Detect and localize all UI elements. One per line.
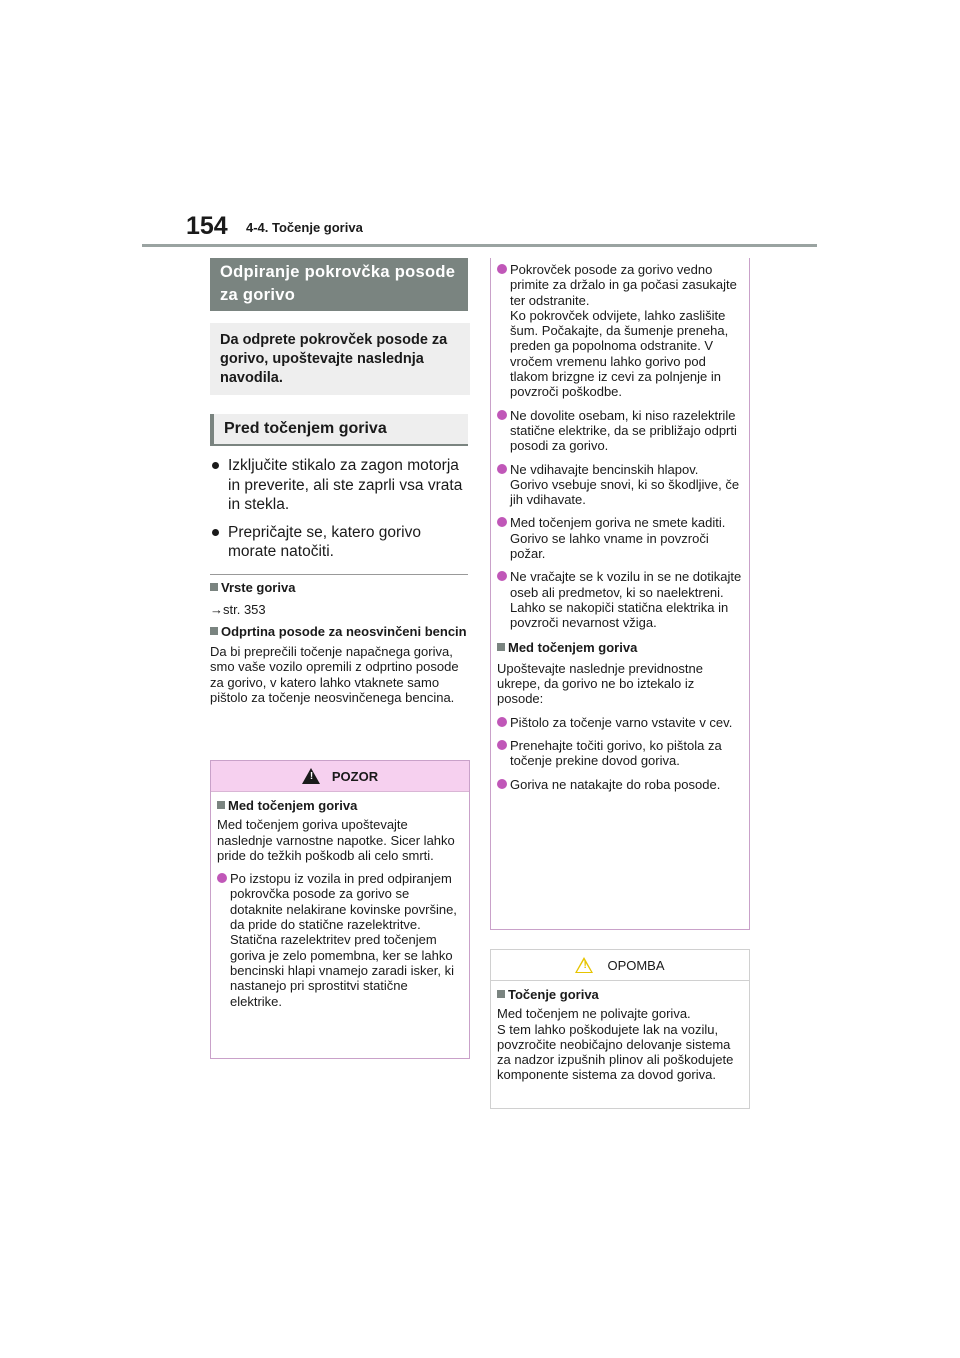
caution-header xyxy=(211,761,469,792)
warning-icon: ! xyxy=(302,768,320,784)
page-number: 154 xyxy=(186,212,228,240)
notice-warning-icon: ! xyxy=(575,957,593,973)
refuel-text: Upoštevajte naslednje previdnostne ukrepe, da gorivo ne bo iztekalo iz posode: xyxy=(497,660,703,707)
refuel-item: Pištolo za točenje varno vstavite v cev. xyxy=(497,715,743,730)
caution-item: Med točenjem goriva ne smete kaditi. Gorivo se lahko vname in povzroči požar. xyxy=(497,515,743,561)
caution-label: POZOR xyxy=(331,768,379,784)
caution-item: Pokrovček posode za gorivo vedno primite za držalo in ga počasi zasukajte ter odstranite. Ko pokrovček odvijete, lahko zaslišite šum. Počakajte, da šumenje preneha, preden ga popolnoma odstranite. V vročem vremenu lahko gorivo pod tlakom brizgne iz cevi za polnjenje in povzroči poškodbe. xyxy=(497,262,743,400)
caution-box-continued xyxy=(490,258,750,930)
bullet-list xyxy=(210,456,472,570)
fuel-types-heading: Vrste goriva xyxy=(210,580,472,596)
notice-label: OPOMBA xyxy=(607,957,665,973)
caution-item: Ne vdihavajte bencinskih hlapov. Gorivo vsebuje snovi, ki so škodljive, če jih vdihavate. xyxy=(497,462,743,508)
chapter-title: 4-4. Točenje goriva xyxy=(246,220,363,235)
fuel-types-note xyxy=(210,580,472,617)
notice-text: Med točenjem ne polivajte goriva. S tem lahko poškodujete lak na vozilu, povzročite neobičajno delovanje sistema za nadzor izpušnih plinov ali poškodujete komponente sistema za dovod goriva. xyxy=(497,1006,734,1083)
refuel-heading: Med točenjem goriva xyxy=(497,640,743,655)
subsection-title: Pred točenjem goriva xyxy=(210,414,468,446)
bullet-item: Prepričajte se, katero gorivo morate natočiti. xyxy=(210,523,472,562)
unleaded-text: Da bi preprečili točenje napačnega goriva, smo vaše vozilo opremili z odprtino posode za gorivo, v katero lahko vtaknete samo pištolo za točenje neosvinčenega bencina. xyxy=(210,643,459,705)
header-divider xyxy=(142,244,817,247)
caution-box xyxy=(210,760,470,1059)
refuel-item: Prenehajte točiti gorivo, ko pištola za točenje prekine dovod goriva. xyxy=(497,738,743,769)
caution-item: Ne dovolite osebam, ki niso razelektrile statične elektrike, da se približajo odprti posodi za gorivo. xyxy=(497,408,743,454)
notice-header xyxy=(491,950,749,981)
caution-heading: Med točenjem goriva xyxy=(217,798,463,813)
refuel-item: Goriva ne natakajte do roba posode. xyxy=(497,777,743,792)
unleaded-heading: Odprtina posode za neosvinčeni bencin xyxy=(210,624,472,640)
notice-heading: Točenje goriva xyxy=(497,987,743,1002)
unleaded-note xyxy=(210,624,472,706)
intro-box: Da odprete pokrovček posode za gorivo, upoštevajte naslednja navodila. xyxy=(210,323,470,395)
fuel-types-ref: →str. 353 xyxy=(210,601,266,617)
notice-box xyxy=(490,949,750,1109)
bullet-item: Izključite stikalo za zagon motorja in preverite, ali ste zaprli vsa vrata in stekla. xyxy=(210,456,472,515)
divider xyxy=(210,574,468,575)
caution-item: Po izstopu iz vozila in pred odpiranjem pokrovčka posode za gorivo se dotaknite nelakirane kovinske površine, da pride do statične razelektritve. Statična razelektritev pred točenjem goriva je zelo pomembna, ker se lahko bencinski hlapi vnamejo zaradi isker, ki nastanejo pri sprostitvi statične elektrike. xyxy=(217,871,463,1009)
section-title: Odpiranje pokrovčka posode za gorivo xyxy=(210,258,468,311)
caution-text: Med točenjem goriva upoštevajte naslednje varnostne napotke. Sicer lahko pride do težkih poškodb ali celo smrti. xyxy=(217,817,455,863)
caution-item: Ne vračajte se k vozilu in se ne dotikajte oseb ali predmetov, ki so naelektreni. Lahko se nakopiči statična elektrika in povzroči nevarnost vžiga. xyxy=(497,569,743,630)
